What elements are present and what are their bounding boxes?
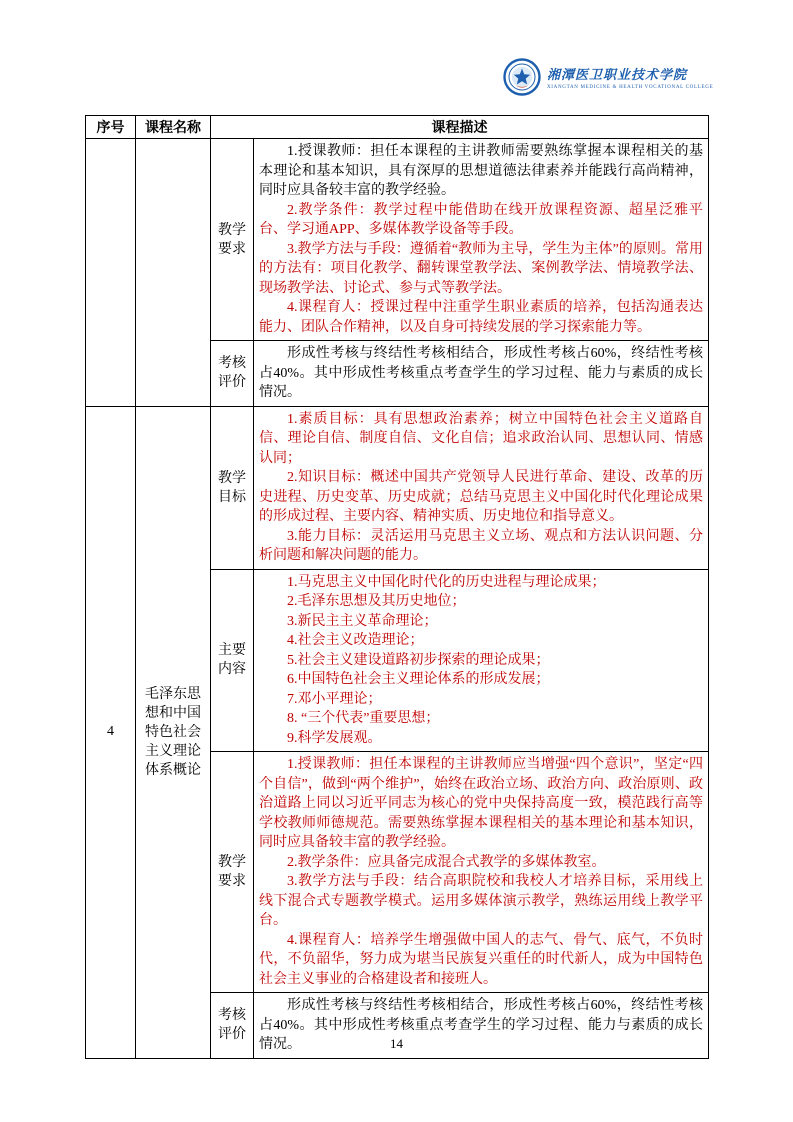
paragraph: 3.新民主主义革命理论； (287, 613, 438, 629)
section-label-assessment: 考核评价 (211, 993, 254, 1059)
section-label-teaching-objectives: 教学目标 (211, 406, 254, 569)
section-content-assessment (254, 341, 709, 407)
course-name-cell (136, 139, 211, 407)
page-number: 14 (390, 1036, 403, 1051)
table-row (86, 406, 709, 569)
section-content-teaching-objectives (254, 406, 709, 569)
paragraph: 6.中国特色社会主义理论体系的形成发展； (287, 672, 550, 687)
table-header-row (86, 116, 709, 139)
college-logo-text (547, 64, 713, 90)
paragraph: 9.科学发展观。 (287, 730, 382, 746)
section-content-main-content (254, 569, 709, 752)
paragraph: 3.教学方法与手段：结合高职院校和我校人才培养目标，采用线上线下混合式专题教学模式。运用多媒体演示教学，熟练运用线上教学平台。 (259, 874, 703, 928)
index-cell: 4 (86, 406, 136, 1058)
paragraph: 8. “三个代表”重要思想； (287, 711, 440, 726)
course-name-cell: 毛泽东思想和中国特色社会主义理论体系概论 (136, 406, 211, 1058)
college-name-zh: 湘潭医卫职业技术学院 (547, 67, 688, 82)
college-name-en: XIANGTAN MEDICINE & HEALTH VOCATIONAL COLLEGE (547, 85, 714, 90)
paragraph: 2.教学条件：应具备完成混合式教学的多媒体教室。 (287, 854, 606, 870)
paragraph: 3.能力目标：灵活运用马克思主义立场、观点和方法认识问题、分析问题和解决问题的能力。 (259, 528, 703, 563)
section-label-teaching-requirements: 教学要求 (211, 752, 254, 993)
paragraph: 1.授课教师：担任本课程的主讲教师需要熟练掌握本课程相关的基本理论和基本知识，具有深厚的思想道德法律素养并能践行高尚精神，同时应具备较丰富的教学经验。 (259, 144, 703, 198)
paragraph: 1.授课教师：担任本课程的主讲教师应当增强“四个意识”，坚定“四个自信”，做到“两个维护”，始终在政治立场、政治方向、政治原则、政治道路上同以习近平同志为核心的党中央保持高度一致，模范践行高等学校教师师德规范。需要熟练掌握本课程相关的基本理论和基本知识，同时应具备较丰富的教学经验。 (259, 757, 703, 850)
section-label-teaching-requirements: 教学要求 (211, 139, 254, 341)
paragraph: 1.素质目标：具有思想政治素养；树立中国特色社会主义道路自信、理论自信、制度自信、文化自信；追求政治认同、思想认同、情感认同； (259, 411, 703, 466)
section-content-teaching-requirements (254, 139, 709, 341)
paragraph: 3.教学方法与手段：遵循着“教师为主导，学生为主体”的原则。常用的方法有：项目化教学、翻转课堂教学法、案例教学法、情境教学法、现场教学法、讨论式、参与式等教学法。 (259, 241, 703, 296)
paragraph: 5.社会主义建设道路初步探索的理论成果； (287, 652, 550, 668)
header-course-name: 课程名称 (136, 116, 211, 139)
section-label-main-content: 主要内容 (211, 569, 254, 752)
paragraph: 7.邓小平理论； (287, 691, 382, 707)
paragraph: 2.毛泽东思想及其历史地位； (287, 594, 466, 609)
paragraph: 4.课程育人：培养学生增强做中国人的志气、骨气、底气，不负时代，不负韶华，努力成为堪当民族复兴重任的时代新人，成为中国特色社会主义事业的合格建设者和接班人。 (259, 932, 703, 987)
college-emblem-icon (503, 58, 541, 96)
table-row (86, 139, 709, 341)
paragraph: 形成性考核与终结性考核相结合，形成性考核占60%，终结性考核占40%。其中形成性考核重点考查学生的学习过程、能力与素质的成长情况。 (259, 346, 703, 400)
section-content-teaching-requirements (254, 752, 709, 993)
paragraph: 4.课程育人：授课过程中注重学生职业素质的培养，包括沟通表达能力、团队合作精神，以及自身可持续发展的学习探索能力等。 (259, 300, 703, 335)
index-cell (86, 139, 136, 407)
section-label-assessment: 考核评价 (211, 341, 254, 407)
paragraph: 2.知识目标：概述中国共产党领导人民进行革命、建设、改革的历史进程、历史变革、历史成就；总结马克思主义中国化时代化理论成果的形成过程、主要内容、精神实质、历史地位和指导意义。 (259, 470, 703, 524)
paragraph: 2.教学条件：教学过程中能借助在线开放课程资源、超星泛雅平台、学习通APP、多媒体教学设备等手段。 (259, 202, 703, 237)
course-description-table (85, 115, 709, 1059)
college-logo (503, 58, 713, 96)
paragraph: 形成性考核与终结性考核相结合，形成性考核占60%，终结性考核占40%。其中形成性考核重点考查学生的学习过程、能力与素质的成长情况。 (259, 998, 703, 1052)
header-course-desc: 课程描述 (211, 116, 709, 139)
paragraph: 1.马克思主义中国化时代化的历史进程与理论成果； (287, 574, 606, 590)
header-index: 序号 (86, 116, 136, 139)
paragraph: 4.社会主义改造理论； (287, 633, 424, 648)
